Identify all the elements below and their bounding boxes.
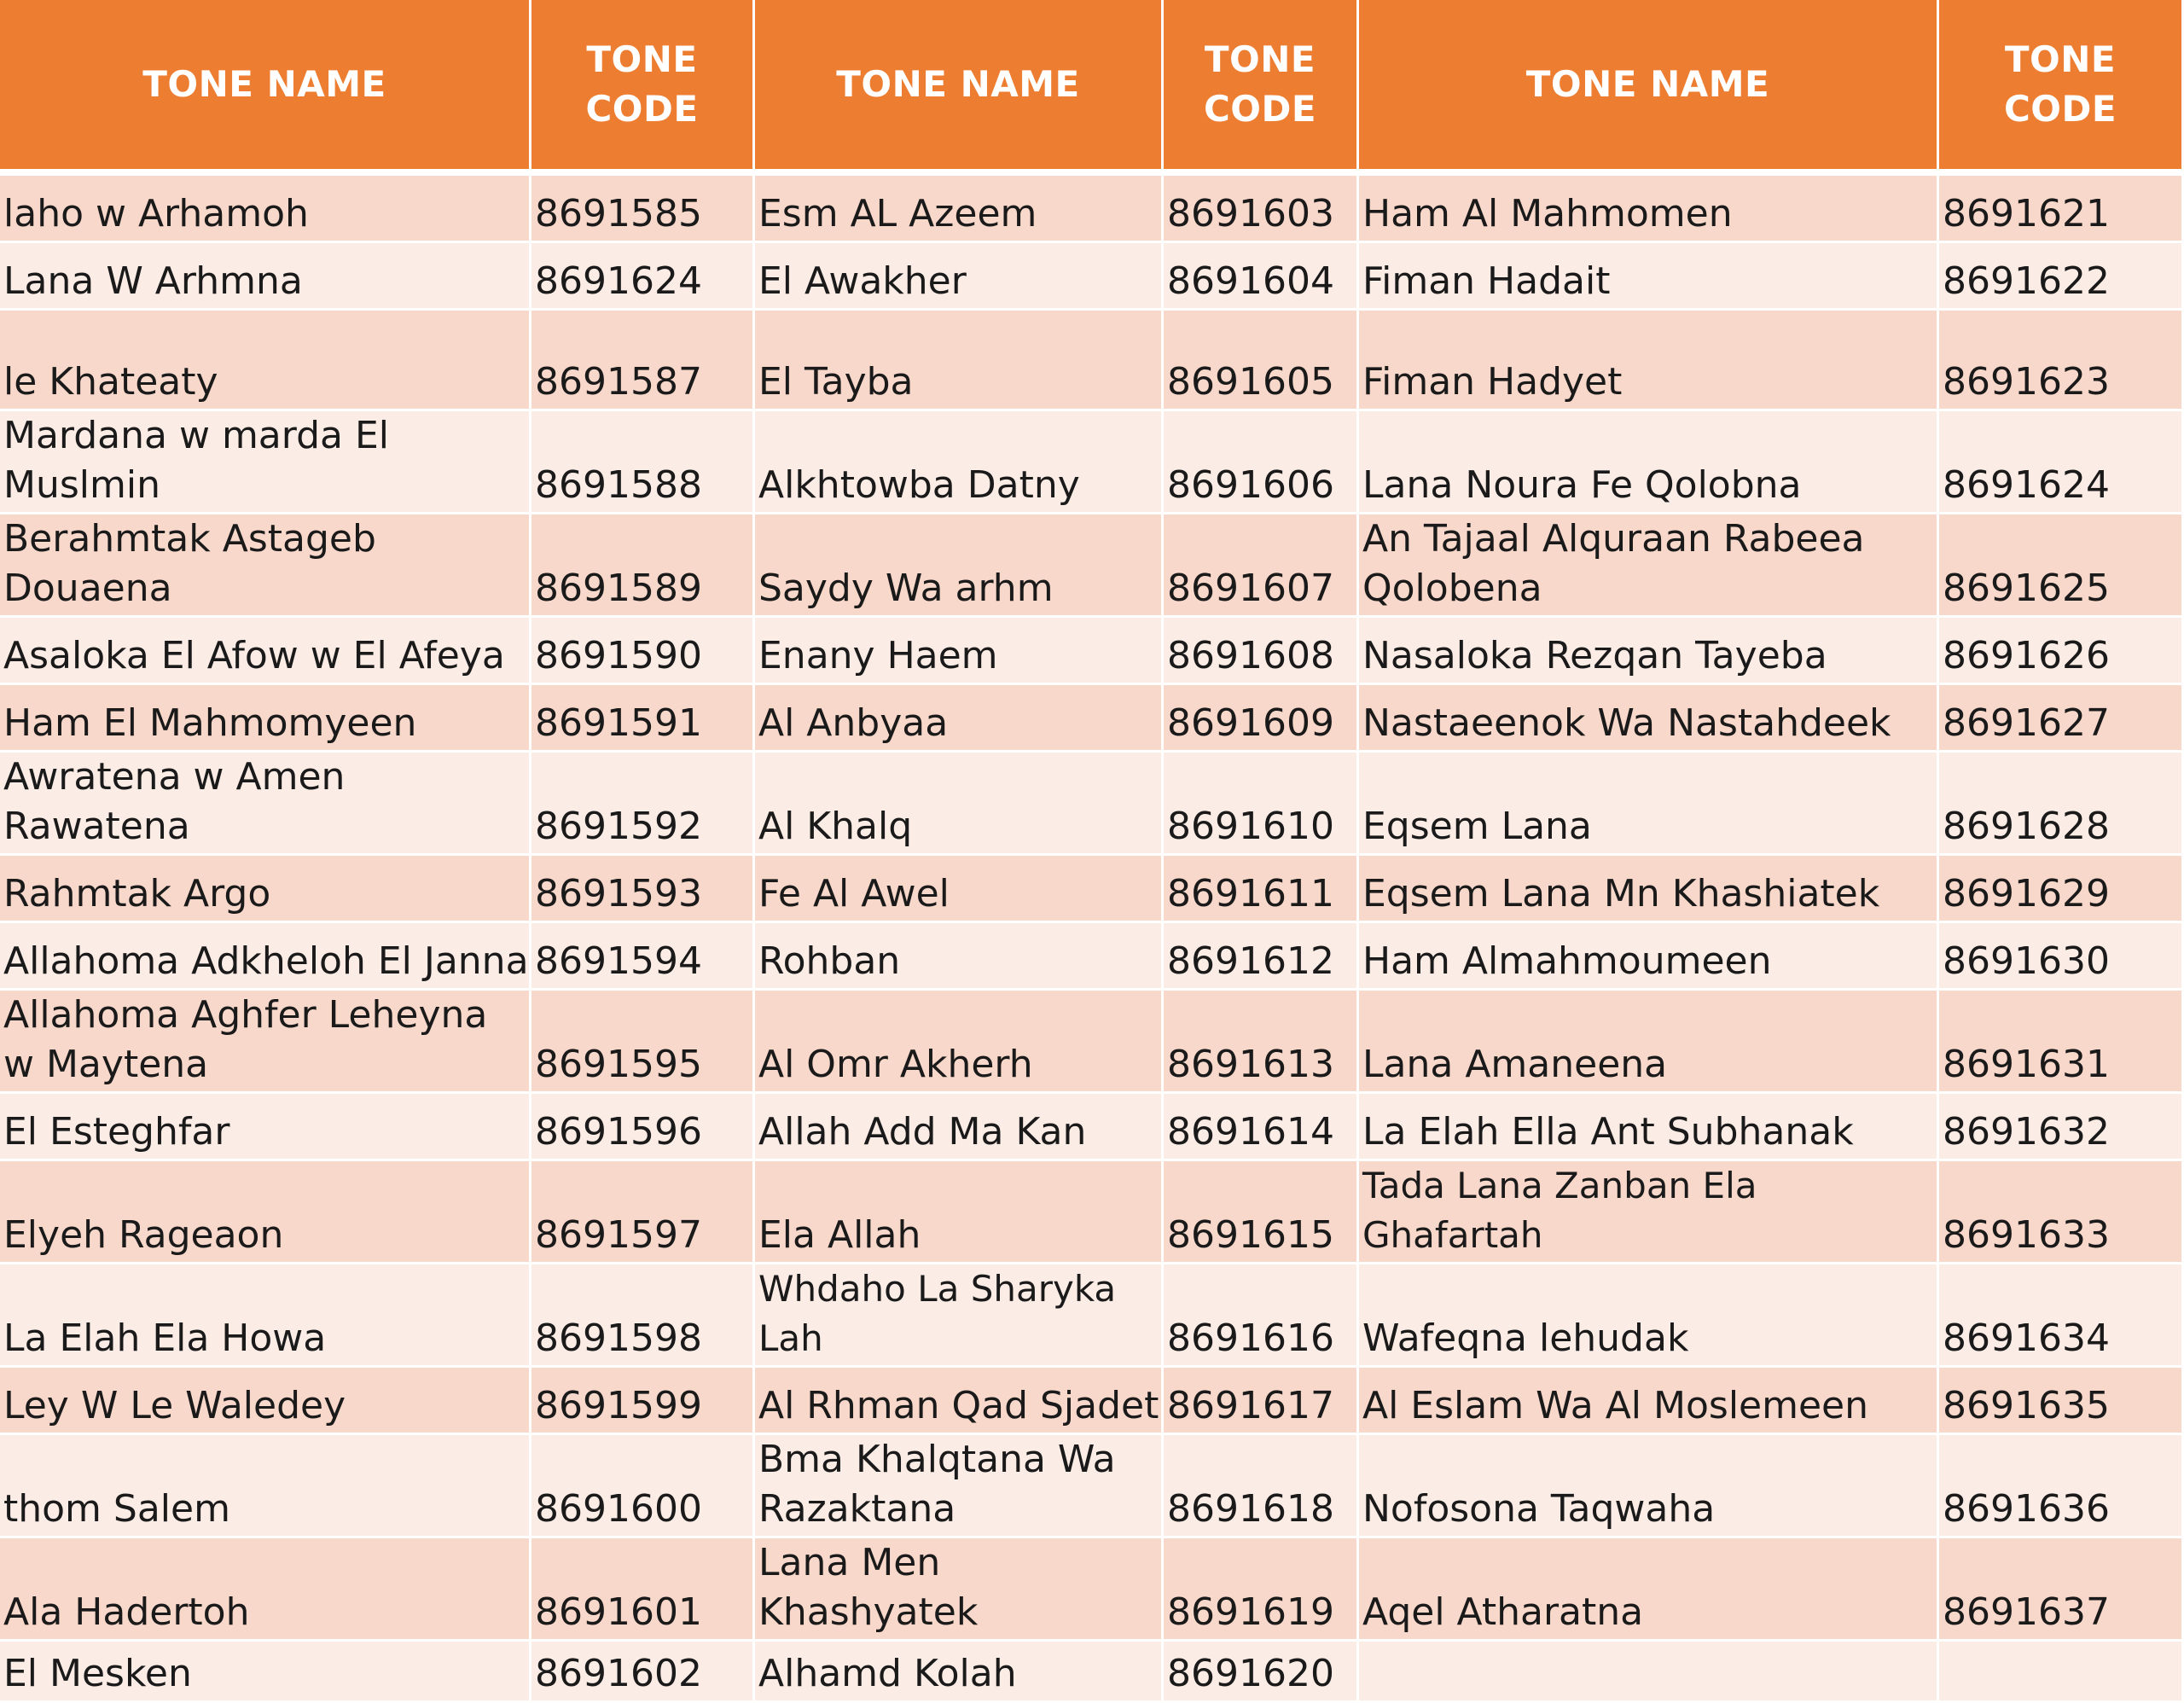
table-row xyxy=(0,1161,2184,1264)
header-tone-code: TONE CODE xyxy=(531,0,755,176)
tone-name-cell: Ela Allah xyxy=(755,1161,1164,1264)
table-row xyxy=(0,1264,2184,1368)
tone-name-cell: Fiman Hadyet xyxy=(1359,311,1939,411)
tone-name-cell: Al Khalq xyxy=(755,753,1164,856)
tone-name-cell: Ala Hadertoh xyxy=(0,1538,531,1642)
table-row xyxy=(0,514,2184,618)
tone-name-cell: Fe Al Awel xyxy=(755,856,1164,923)
tone-code-cell: 8691628 xyxy=(1939,753,2184,856)
table-row xyxy=(0,1642,2184,1703)
tone-code-cell: 8691601 xyxy=(531,1538,755,1642)
tone-code-cell: 8691591 xyxy=(531,685,755,753)
tone-code-cell: 8691618 xyxy=(1164,1435,1359,1538)
tone-name-cell: Lana Men Khashyatek xyxy=(755,1538,1164,1642)
tone-code-cell: 8691631 xyxy=(1939,991,2184,1094)
table-row xyxy=(0,411,2184,514)
tone-code-cell: 8691637 xyxy=(1939,1538,2184,1642)
tone-name-cell: Asaloka El Afow w El Afeya xyxy=(0,618,531,685)
tone-name-cell: Aqel Atharatna xyxy=(1359,1538,1939,1642)
tone-code-cell: 8691615 xyxy=(1164,1161,1359,1264)
tone-name-cell: Awratena w Amen Rawatena xyxy=(0,753,531,856)
tone-code-cell: 8691623 xyxy=(1939,311,2184,411)
tone-code-cell: 8691608 xyxy=(1164,618,1359,685)
tone-code-cell: 8691595 xyxy=(531,991,755,1094)
tone-code-cell: 8691597 xyxy=(531,1161,755,1264)
tone-code-cell: 8691624 xyxy=(531,243,755,311)
tone-name-cell: Al Anbyaa xyxy=(755,685,1164,753)
table-row xyxy=(0,1094,2184,1161)
table-row xyxy=(0,243,2184,311)
table-row xyxy=(0,176,2184,243)
tone-code-cell xyxy=(1939,1642,2184,1703)
tone-name-cell: Tada Lana Zanban Ela Ghafartah xyxy=(1359,1161,1939,1264)
tone-name-cell: Ham El Mahmomyeen xyxy=(0,685,531,753)
tone-name-cell: Al Omr Akherh xyxy=(755,991,1164,1094)
tone-code-cell: 8691635 xyxy=(1939,1368,2184,1435)
tone-code-cell: 8691589 xyxy=(531,514,755,618)
tone-code-cell: 8691587 xyxy=(531,311,755,411)
tone-code-cell: 8691614 xyxy=(1164,1094,1359,1161)
table-row xyxy=(0,991,2184,1094)
tone-code-cell: 8691594 xyxy=(531,923,755,991)
tone-code-cell: 8691596 xyxy=(531,1094,755,1161)
tone-name-cell: Ham Al Mahmomen xyxy=(1359,176,1939,243)
tone-name-cell xyxy=(1359,1642,1939,1703)
table-row xyxy=(0,1368,2184,1435)
header-tone-code: TONE CODE xyxy=(1939,0,2184,176)
tone-code-cell: 8691619 xyxy=(1164,1538,1359,1642)
table-row xyxy=(0,923,2184,991)
tone-code-cell: 8691606 xyxy=(1164,411,1359,514)
tone-code-cell: 8691602 xyxy=(531,1642,755,1703)
tone-name-cell: Lana Noura Fe Qolobna xyxy=(1359,411,1939,514)
tone-name-cell: Eqsem Lana Mn Khashiatek xyxy=(1359,856,1939,923)
table-row xyxy=(0,618,2184,685)
tone-name-cell: Lana W Arhmna xyxy=(0,243,531,311)
tone-code-cell: 8691593 xyxy=(531,856,755,923)
tone-name-cell: El Awakher xyxy=(755,243,1164,311)
table-row xyxy=(0,1435,2184,1538)
table-row xyxy=(0,311,2184,411)
tone-name-cell: La Elah Ella Ant Subhanak xyxy=(1359,1094,1939,1161)
tone-code-cell: 8691588 xyxy=(531,411,755,514)
tone-name-cell: Nasaloka Rezqan Tayeba xyxy=(1359,618,1939,685)
tone-code-cell: 8691634 xyxy=(1939,1264,2184,1368)
tone-code-cell: 8691626 xyxy=(1939,618,2184,685)
tone-code-cell: 8691629 xyxy=(1939,856,2184,923)
table-row xyxy=(0,685,2184,753)
tone-code-cell: 8691624 xyxy=(1939,411,2184,514)
tone-code-cell: 8691609 xyxy=(1164,685,1359,753)
tone-code-cell: 8691632 xyxy=(1939,1094,2184,1161)
table-row xyxy=(0,856,2184,923)
tone-name-cell: Alhamd Kolah xyxy=(755,1642,1164,1703)
tone-code-cell: 8691621 xyxy=(1939,176,2184,243)
tone-name-cell: Elyeh Rageaon xyxy=(0,1161,531,1264)
table-row xyxy=(0,1538,2184,1642)
tone-name-cell: Mardana w marda El Muslmin xyxy=(0,411,531,514)
tone-name-cell: Alkhtowba Datny xyxy=(755,411,1164,514)
tone-name-cell: Ley W Le Waledey xyxy=(0,1368,531,1435)
tone-name-cell: thom Salem xyxy=(0,1435,531,1538)
header-tone-name: TONE NAME xyxy=(755,0,1164,176)
tone-code-cell: 8691585 xyxy=(531,176,755,243)
header-row xyxy=(0,0,2184,176)
tone-name-cell: Lana Amaneena xyxy=(1359,991,1939,1094)
tone-name-cell: Wafeqna lehudak xyxy=(1359,1264,1939,1368)
tone-name-cell: laho w Arhamoh xyxy=(0,176,531,243)
tone-code-cell: 8691630 xyxy=(1939,923,2184,991)
tone-name-cell: Saydy Wa arhm xyxy=(755,514,1164,618)
tone-name-cell: Fiman Hadait xyxy=(1359,243,1939,311)
tone-name-cell: El Mesken xyxy=(0,1642,531,1703)
tone-name-cell: Rahmtak Argo xyxy=(0,856,531,923)
tone-code-cell: 8691607 xyxy=(1164,514,1359,618)
tone-code-cell: 8691610 xyxy=(1164,753,1359,856)
header-tone-name: TONE NAME xyxy=(0,0,531,176)
tone-name-cell: Enany Haem xyxy=(755,618,1164,685)
tone-code-cell: 8691605 xyxy=(1164,311,1359,411)
tone-code-cell: 8691611 xyxy=(1164,856,1359,923)
tone-name-cell: Esm AL Azeem xyxy=(755,176,1164,243)
tone-name-cell: La Elah Ela Howa xyxy=(0,1264,531,1368)
tone-code-cell: 8691625 xyxy=(1939,514,2184,618)
tone-code-cell: 8691616 xyxy=(1164,1264,1359,1368)
header-tone-name: TONE NAME xyxy=(1359,0,1939,176)
tone-name-cell: Eqsem Lana xyxy=(1359,753,1939,856)
tone-name-cell: Berahmtak Astageb Douaena xyxy=(0,514,531,618)
tone-name-cell: Al Rhman Qad Sjadet xyxy=(755,1368,1164,1435)
tone-name-cell: Bma Khalqtana Wa Razaktana xyxy=(755,1435,1164,1538)
tone-code-cell: 8691620 xyxy=(1164,1642,1359,1703)
tone-code-cell: 8691592 xyxy=(531,753,755,856)
tone-code-cell: 8691600 xyxy=(531,1435,755,1538)
tone-code-cell: 8691613 xyxy=(1164,991,1359,1094)
header-tone-code: TONE CODE xyxy=(1164,0,1359,176)
tone-code-cell: 8691636 xyxy=(1939,1435,2184,1538)
tone-code-cell: 8691590 xyxy=(531,618,755,685)
tone-code-cell: 8691612 xyxy=(1164,923,1359,991)
tone-name-cell: Allah Add Ma Kan xyxy=(755,1094,1164,1161)
tone-name-cell: Whdaho La Sharyka Lah xyxy=(755,1264,1164,1368)
tone-code-cell: 8691599 xyxy=(531,1368,755,1435)
tone-code-cell: 8691633 xyxy=(1939,1161,2184,1264)
tone-name-cell: Nastaeenok Wa Nastahdeek xyxy=(1359,685,1939,753)
tone-name-cell: Allahoma Aghfer Leheyna w Maytena xyxy=(0,991,531,1094)
tone-name-cell: Ham Almahmoumeen xyxy=(1359,923,1939,991)
tone-name-cell: Al Eslam Wa Al Moslemeen xyxy=(1359,1368,1939,1435)
tone-name-cell: El Esteghfar xyxy=(0,1094,531,1161)
tone-name-cell: El Tayba xyxy=(755,311,1164,411)
tone-code-cell: 8691627 xyxy=(1939,685,2184,753)
tone-name-cell: Nofosona Taqwaha xyxy=(1359,1435,1939,1538)
tone-code-cell: 8691598 xyxy=(531,1264,755,1368)
tone-code-cell: 8691604 xyxy=(1164,243,1359,311)
tone-name-cell: Rohban xyxy=(755,923,1164,991)
tone-name-cell: Allahoma Adkheloh El Janna xyxy=(0,923,531,991)
tone-name-cell: An Tajaal Alquraan Rabeea Qolobena xyxy=(1359,514,1939,618)
table-row xyxy=(0,753,2184,856)
tone-code-cell: 8691617 xyxy=(1164,1368,1359,1435)
tone-code-cell: 8691622 xyxy=(1939,243,2184,311)
tone-name-cell: le Khateaty xyxy=(0,311,531,411)
tone-code-cell: 8691603 xyxy=(1164,176,1359,243)
